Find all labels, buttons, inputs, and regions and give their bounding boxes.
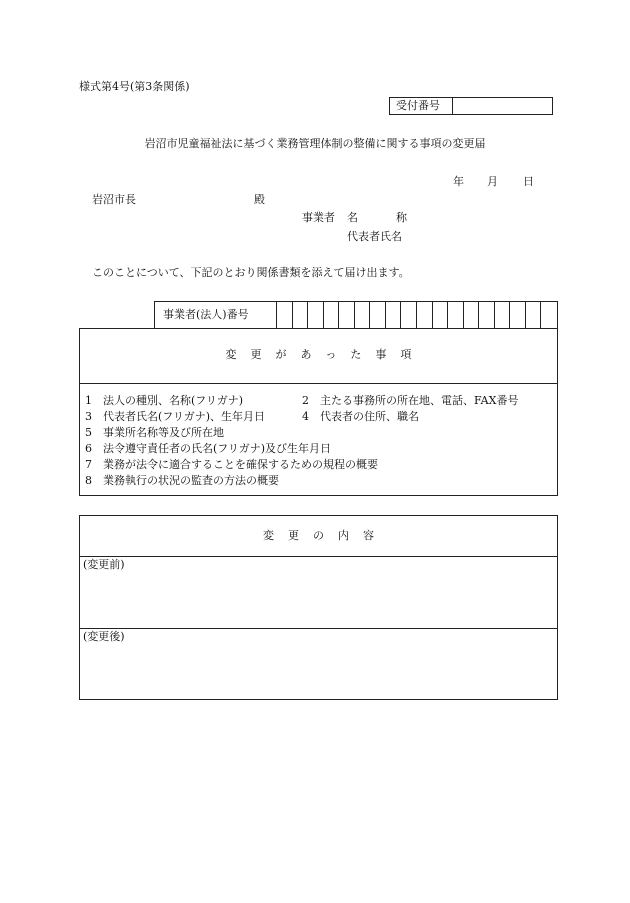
digit-cell[interactable] — [292, 301, 307, 328]
digit-cell[interactable] — [447, 301, 462, 328]
after-change-field[interactable] — [80, 646, 557, 699]
date-day-label: 日 — [523, 175, 534, 188]
changed-items-table — [79, 328, 558, 496]
receipt-number-label: 受付番号 — [396, 99, 440, 112]
date-month-label: 月 — [487, 175, 498, 188]
digit-cell[interactable] — [463, 301, 478, 328]
change-details-header: 変更の内容 — [263, 529, 388, 542]
digit-cell[interactable] — [276, 301, 291, 328]
change-details-table — [79, 515, 558, 700]
representative-name-label: 代表者氏名 — [347, 230, 402, 243]
details-divider-top — [80, 556, 557, 557]
honorific: 殿 — [254, 193, 265, 206]
digit-cell[interactable] — [494, 301, 509, 328]
digit-cell[interactable] — [307, 301, 322, 328]
digit-cell[interactable] — [478, 301, 493, 328]
digit-cell[interactable] — [540, 301, 555, 328]
business-number-label: 事業者(法人)番号 — [163, 308, 249, 321]
change-item-8[interactable]: 8 業務執行の状況の監査の方法の概要 — [85, 474, 279, 487]
details-divider-middle — [80, 628, 557, 629]
digit-cell[interactable] — [432, 301, 447, 328]
form-number: 様式第4号(第3条関係) — [79, 80, 190, 93]
addressee: 岩沼市長 — [92, 193, 136, 206]
digit-cell[interactable] — [525, 301, 540, 328]
digit-cell[interactable] — [338, 301, 353, 328]
change-item-4[interactable]: 4 代表者の住所、職名 — [302, 410, 419, 423]
digit-cell[interactable] — [416, 301, 431, 328]
change-item-1[interactable]: 1 法人の種別、名称(フリガナ) — [85, 394, 244, 407]
operator-name-label-1: 名 — [347, 211, 358, 224]
change-item-6[interactable]: 6 法令遵守責任者の氏名(フリガナ)及び生年月日 — [85, 442, 332, 455]
operator-name-label-2: 称 — [396, 211, 407, 224]
change-item-5[interactable]: 5 事業所名称等及び所在地 — [85, 426, 224, 439]
digit-cell[interactable] — [400, 301, 415, 328]
before-change-label: (変更前) — [83, 558, 125, 571]
receipt-number-box — [389, 97, 553, 115]
receipt-divider — [452, 98, 453, 114]
receipt-number-input[interactable] — [456, 98, 548, 114]
change-item-3[interactable]: 3 代表者氏名(フリガナ)、生年月日 — [85, 410, 266, 423]
date-year-label: 年 — [453, 175, 464, 188]
digit-cell[interactable] — [509, 301, 524, 328]
change-item-7[interactable]: 7 業務が法令に適合することを確保するための規程の概要 — [85, 458, 378, 471]
digit-cell[interactable] — [354, 301, 369, 328]
digit-cell[interactable] — [385, 301, 400, 328]
digit-cell[interactable] — [369, 301, 384, 328]
intro-text: このことについて、下記のとおり関係書類を添えて届け出ます。 — [92, 266, 410, 279]
operator-label: 事業者 — [302, 211, 335, 224]
changed-items-divider — [80, 383, 557, 384]
change-item-2[interactable]: 2 主たる事務所の所在地、電話、FAX番号 — [302, 394, 519, 407]
page-title: 岩沼市児童福祉法に基づく業務管理体制の整備に関する事項の変更届 — [144, 137, 486, 150]
changed-items-header: 変更があった事項 — [225, 348, 426, 361]
digit-cell[interactable] — [323, 301, 338, 328]
before-change-field[interactable] — [80, 574, 557, 628]
after-change-label: (変更後) — [83, 630, 125, 643]
